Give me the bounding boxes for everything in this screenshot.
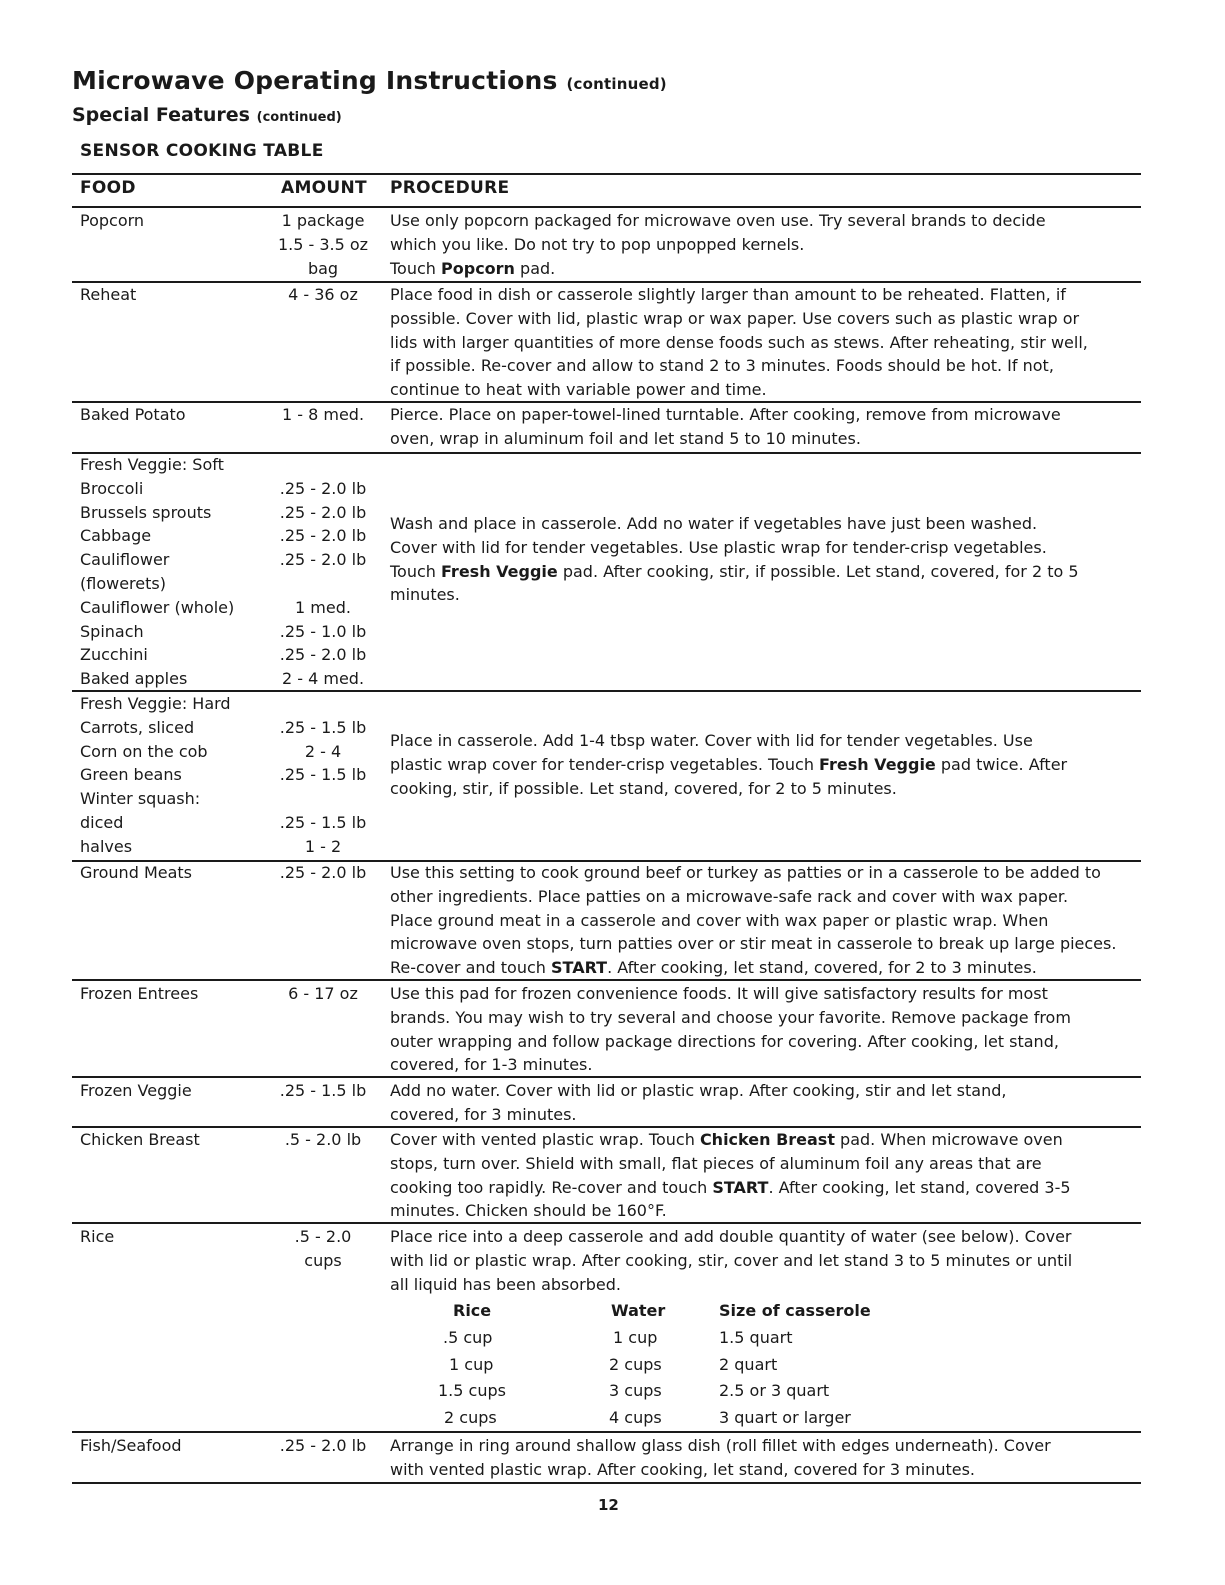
amount-cell <box>272 1225 374 1273</box>
procedure-line: Cover with lid for tender vegetables. Use plastic wrap for tender-crisp vegetables. <box>390 537 1047 557</box>
procedure-line: if possible. Re-cover and allow to stand 2 to 3 minutes. Foods should be hot. If not, <box>390 356 1054 376</box>
rice-table-header: Size of casserole <box>719 1301 871 1320</box>
procedure-cell <box>390 982 1142 1077</box>
rice-table-cell: 1.5 quart <box>719 1328 793 1347</box>
table-top-rule <box>72 173 1141 175</box>
procedure-line: possible. Cover with lid, plastic wrap or wax paper. Use covers such as plastic wrap or <box>390 308 1080 328</box>
food-line: Corn on the cob <box>80 741 208 761</box>
text-run: plastic wrap cover for tender-crisp vegetables. Touch <box>390 754 820 774</box>
table-bottom-rule <box>72 1482 1141 1484</box>
amount-line <box>272 787 374 811</box>
food-line: Cauliflower (whole) <box>80 597 235 617</box>
food-line: Fresh Veggie: Soft <box>80 455 224 474</box>
amount-line: 1 med. <box>295 597 351 617</box>
procedure-cell <box>390 403 1142 451</box>
procedure-line <box>390 753 1142 777</box>
text-run: Touch <box>390 258 442 278</box>
procedure-line <box>390 560 1142 584</box>
procedure-cell <box>390 861 1142 980</box>
food-line: Green beans <box>80 765 182 785</box>
amount-line: .25 - 1.0 lb <box>279 621 367 641</box>
rice-table-header: Water <box>611 1301 666 1320</box>
procedure-line: Place ground meat in a casserole and cover with wax paper or plastic wrap. When <box>390 910 1049 930</box>
text-run: Touch <box>390 561 442 581</box>
amount-line: .25 - 2.0 lb <box>279 526 367 546</box>
rice-table-cell: 2 cups <box>609 1355 662 1374</box>
pad-name: Fresh Veggie <box>819 754 936 774</box>
procedure-line: Arrange in ring around shallow glass dish (roll fillet with edges underneath). Cover <box>390 1436 1051 1455</box>
amount-line: cups <box>304 1250 342 1270</box>
food-line: Zucchini <box>80 645 148 665</box>
amount-line: 1 package <box>281 211 365 230</box>
column-header-food: FOOD <box>80 178 136 198</box>
rice-table-cell: 3 quart or larger <box>719 1408 851 1427</box>
procedure-line: minutes. <box>390 585 460 605</box>
pad-name: Chicken Breast <box>699 1130 835 1149</box>
procedure-line: other ingredients. Place patties on a microwave-safe rack and cover with wax paper. <box>390 886 1069 906</box>
procedure-line: Place in casserole. Add 1-4 tbsp water. Cover with lid for tender vegetables. Use <box>390 731 1033 750</box>
amount-line: .25 - 2.0 lb <box>279 502 367 522</box>
food-line: Fresh Veggie: Hard <box>80 694 231 713</box>
rice-table-cell: 1.5 cups <box>438 1381 506 1400</box>
amount-line <box>272 572 374 596</box>
amount-cell <box>272 453 374 691</box>
procedure-line: microwave oven stops, turn patties over or stir meat in casserole to break up large pieces. <box>390 934 1117 954</box>
procedure-cell <box>390 1434 1142 1482</box>
food-line: (flowerets) <box>80 573 166 593</box>
food-line: Cabbage <box>80 526 152 546</box>
rice-table-cell: 1 cup <box>613 1328 658 1347</box>
food-line: Brussels sprouts <box>80 502 212 522</box>
text-run: pad. When microwave oven <box>834 1130 1063 1149</box>
page-title-text: Microwave Operating Instructions <box>72 66 558 95</box>
procedure-line: Pierce. Place on paper-towel-lined turntable. After cooking, remove from microwave <box>390 405 1061 424</box>
amount-line <box>272 453 374 477</box>
amount-line: .25 - 1.5 lb <box>279 812 367 832</box>
procedure-cell <box>390 209 1142 280</box>
procedure-line: covered, for 3 minutes. <box>390 1104 577 1124</box>
food-cell: Ground Meats <box>80 863 192 882</box>
amount-line: .25 - 2.0 lb <box>279 645 367 665</box>
procedure-cell <box>390 1225 1142 1296</box>
amount-cell: 4 - 36 oz <box>288 285 358 304</box>
table-title: SENSOR COOKING TABLE <box>80 141 324 161</box>
rice-table-cell: 1 cup <box>449 1355 494 1374</box>
food-cell: Reheat <box>80 285 137 304</box>
text-run: Re-cover and touch <box>390 958 551 978</box>
column-header-procedure: PROCEDURE <box>390 178 510 198</box>
button-name: START <box>712 1177 769 1197</box>
procedure-line: Use only popcorn packaged for microwave oven use. Try several brands to decide <box>390 211 1046 230</box>
text-run: Cover with vented plastic wrap. Touch <box>390 1130 700 1149</box>
rice-table-cell: 4 cups <box>609 1408 662 1427</box>
row-divider <box>72 1222 1141 1224</box>
page-title <box>72 66 667 95</box>
amount-cell: .25 - 2.0 lb <box>279 1436 367 1455</box>
text-run: cooking too rapidly. Re-cover and touch <box>390 1177 713 1197</box>
rice-table-header: Rice <box>453 1301 492 1320</box>
food-line: Carrots, sliced <box>80 717 195 737</box>
row-divider <box>72 1431 1141 1433</box>
amount-line: 1 - 2 <box>304 836 342 856</box>
amount-cell <box>272 692 374 859</box>
procedure-line <box>390 257 1142 281</box>
food-line: Spinach <box>80 621 144 641</box>
procedure-cell <box>390 1079 1142 1127</box>
amount-line: 2 - 4 <box>304 741 342 761</box>
procedure-line: minutes. Chicken should be 160°F. <box>390 1201 667 1221</box>
food-cell <box>80 692 231 859</box>
food-cell: Frozen Veggie <box>80 1081 192 1100</box>
food-line: diced <box>80 812 124 832</box>
food-cell: Fish/Seafood <box>80 1436 182 1455</box>
amount-line: bag <box>307 258 339 278</box>
amount-line: .25 - 1.5 lb <box>279 717 367 737</box>
section-title-continued: (continued) <box>256 110 342 125</box>
procedure-cell <box>390 512 1142 607</box>
procedure-line: with vented plastic wrap. After cooking, let stand, covered for 3 minutes. <box>390 1459 975 1479</box>
amount-cell: 6 - 17 oz <box>288 984 358 1003</box>
procedure-line: covered, for 1-3 minutes. <box>390 1055 593 1075</box>
text-run: pad twice. After <box>935 754 1068 774</box>
food-line: halves <box>80 836 133 856</box>
procedure-line: Use this setting to cook ground beef or turkey as patties or in a casserole to be added to <box>390 863 1101 882</box>
food-line: Cauliflower <box>80 550 170 570</box>
food-line: Baked apples <box>80 669 188 689</box>
procedure-line <box>390 1128 1142 1152</box>
pad-name: Popcorn <box>441 258 515 278</box>
food-cell: Frozen Entrees <box>80 984 199 1003</box>
procedure-line: with lid or plastic wrap. After cooking, stir, cover and let stand 3 to 5 minutes or until <box>390 1250 1073 1270</box>
text-run: pad. <box>514 258 556 278</box>
procedure-line: outer wrapping and follow package directions for covering. After cooking, let stand, <box>390 1031 1059 1051</box>
procedure-line <box>390 956 1142 980</box>
amount-line: 1.5 - 3.5 oz <box>277 234 369 254</box>
rice-table-cell: 2.5 or 3 quart <box>719 1381 830 1400</box>
amount-cell <box>272 209 374 280</box>
amount-cell: .5 - 2.0 lb <box>284 1130 362 1149</box>
button-name: START <box>551 958 608 978</box>
food-cell <box>80 453 234 691</box>
procedure-line: oven, wrap in aluminum foil and let stand 5 to 10 minutes. <box>390 428 861 448</box>
text-run: pad. After cooking, stir, if possible. Let stand, covered, for 2 to 5 <box>557 561 1079 581</box>
food-line: Broccoli <box>80 478 144 498</box>
amount-line: .5 - 2.0 <box>294 1227 352 1246</box>
procedure-line <box>390 1176 1142 1200</box>
procedure-line: lids with larger quantities of more dense foods such as stews. After reheating, stir well, <box>390 332 1088 352</box>
row-divider <box>72 690 1141 692</box>
procedure-line: Place food in dish or casserole slightly larger than amount to be reheated. Flatten, if <box>390 285 1066 304</box>
text-run: . After cooking, let stand, covered 3-5 <box>768 1177 1071 1197</box>
section-title <box>72 104 342 126</box>
rice-table-cell: 2 cups <box>444 1408 497 1427</box>
procedure-line: Add no water. Cover with lid or plastic wrap. After cooking, stir and let stand, <box>390 1081 1007 1100</box>
procedure-cell <box>390 283 1142 402</box>
food-cell: Chicken Breast <box>80 1130 200 1149</box>
column-header-amount: AMOUNT <box>281 178 367 198</box>
page-number: 12 <box>598 1496 619 1514</box>
procedure-line: brands. You may wish to try several and choose your favorite. Remove package from <box>390 1007 1071 1027</box>
food-line: Winter squash: <box>80 789 201 809</box>
rice-table-cell: .5 cup <box>443 1328 493 1347</box>
procedure-cell <box>390 729 1142 800</box>
page-title-continued: (continued) <box>566 75 667 93</box>
food-cell: Rice <box>80 1227 115 1246</box>
procedure-line: stops, turn over. Shield with small, flat pieces of aluminum foil any areas that are <box>390 1153 1042 1173</box>
rice-table-cell: 2 quart <box>719 1355 778 1374</box>
section-title-text: Special Features <box>72 104 250 126</box>
food-cell: Baked Potato <box>80 405 186 424</box>
procedure-cell <box>390 1128 1142 1223</box>
amount-line: 2 - 4 med. <box>281 669 365 689</box>
procedure-line: Place rice into a deep casserole and add double quantity of water (see below). Cover <box>390 1227 1072 1246</box>
amount-line: .25 - 1.5 lb <box>279 765 367 785</box>
food-cell: Popcorn <box>80 211 145 230</box>
header-rule <box>72 206 1141 208</box>
procedure-line: which you like. Do not try to pop unpopped kernels. <box>390 234 805 254</box>
procedure-line: continue to heat with variable power and time. <box>390 380 767 400</box>
procedure-line: all liquid has been absorbed. <box>390 1274 621 1294</box>
amount-cell: .25 - 1.5 lb <box>279 1081 367 1100</box>
amount-line: .25 - 2.0 lb <box>279 550 367 570</box>
rice-table-cell: 3 cups <box>609 1381 662 1400</box>
amount-line <box>272 692 374 716</box>
procedure-line: Use this pad for frozen convenience foods. It will give satisfactory results for most <box>390 984 1048 1003</box>
pad-name: Fresh Veggie <box>441 561 558 581</box>
amount-cell: 1 - 8 med. <box>281 405 365 424</box>
amount-line: .25 - 2.0 lb <box>279 478 367 498</box>
row-divider <box>72 979 1141 981</box>
procedure-line: cooking, stir, if possible. Let stand, covered, for 2 to 5 minutes. <box>390 778 897 798</box>
text-run: . After cooking, let stand, covered, for 2 to 3 minutes. <box>607 958 1037 978</box>
amount-cell: .25 - 2.0 lb <box>279 863 367 882</box>
procedure-line: Wash and place in casserole. Add no water if vegetables have just been washed. <box>390 514 1038 533</box>
row-divider <box>72 1076 1141 1078</box>
